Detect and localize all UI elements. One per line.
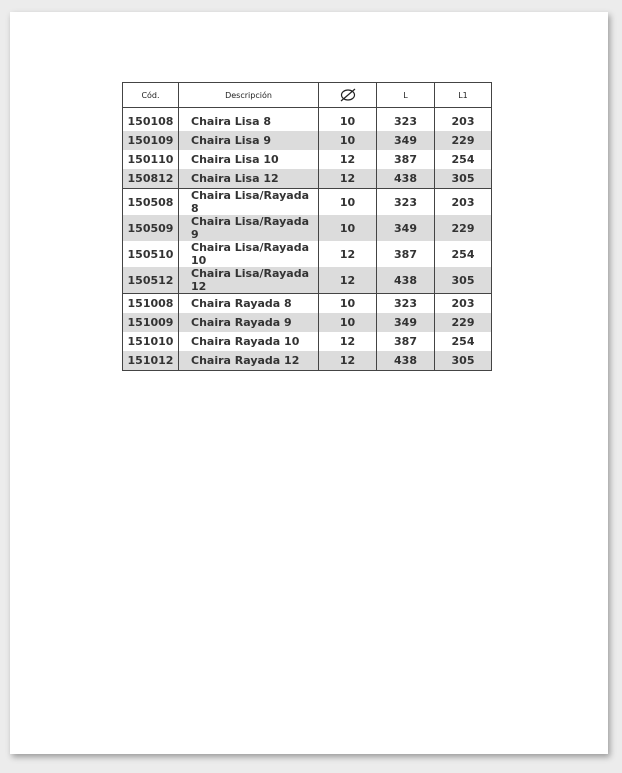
cell-code: 151008 (123, 294, 179, 314)
cell-diameter: 12 (319, 267, 377, 294)
cell-l1: 203 (435, 294, 492, 314)
cell-code: 150509 (123, 215, 179, 241)
cell-code: 150109 (123, 131, 179, 150)
table-row (123, 189, 492, 216)
header-l: L (377, 83, 435, 108)
header-l1: L1 (435, 83, 492, 108)
cell-description: Chaira Lisa/Rayada 8 (179, 189, 319, 216)
cell-code: 150812 (123, 169, 179, 189)
cell-l: 438 (377, 169, 435, 189)
table-row (123, 169, 492, 189)
cell-l1: 203 (435, 189, 492, 216)
cell-code: 151009 (123, 313, 179, 332)
table-row (123, 131, 492, 150)
cell-l1: 254 (435, 332, 492, 351)
cell-l: 387 (377, 241, 435, 267)
cell-l1: 203 (435, 112, 492, 131)
cell-l1: 229 (435, 313, 492, 332)
cell-description: Chaira Rayada 12 (179, 351, 319, 371)
table-row (123, 150, 492, 169)
cell-l: 438 (377, 351, 435, 371)
cell-description: Chaira Lisa/Rayada 12 (179, 267, 319, 294)
table-row (123, 351, 492, 371)
cell-description: Chaira Rayada 9 (179, 313, 319, 332)
cell-diameter: 12 (319, 332, 377, 351)
cell-description: Chaira Lisa 12 (179, 169, 319, 189)
table-row (123, 332, 492, 351)
product-table (122, 82, 492, 371)
header-diameter (319, 83, 377, 108)
cell-l: 323 (377, 294, 435, 314)
table-body (123, 108, 492, 371)
cell-description: Chaira Lisa 9 (179, 131, 319, 150)
cell-l: 349 (377, 215, 435, 241)
table-row (123, 294, 492, 314)
cell-l: 387 (377, 150, 435, 169)
cell-l: 323 (377, 112, 435, 131)
cell-l: 349 (377, 313, 435, 332)
document-page (10, 12, 608, 754)
cell-description: Chaira Rayada 8 (179, 294, 319, 314)
header-row (123, 83, 492, 108)
table-header (123, 83, 492, 108)
header-description: Descripción (179, 83, 319, 108)
cell-l1: 305 (435, 169, 492, 189)
cell-description: Chaira Lisa 10 (179, 150, 319, 169)
cell-code: 150508 (123, 189, 179, 216)
cell-diameter: 10 (319, 131, 377, 150)
cell-diameter: 12 (319, 241, 377, 267)
cell-l1: 229 (435, 215, 492, 241)
table-row (123, 267, 492, 294)
cell-l1: 305 (435, 351, 492, 371)
cell-code: 151010 (123, 332, 179, 351)
cell-code: 150110 (123, 150, 179, 169)
cell-l: 438 (377, 267, 435, 294)
table-row (123, 241, 492, 267)
cell-diameter: 10 (319, 313, 377, 332)
cell-l1: 229 (435, 131, 492, 150)
cell-diameter: 12 (319, 150, 377, 169)
cell-code: 150512 (123, 267, 179, 294)
header-code: Cód. (123, 83, 179, 108)
diameter-icon (339, 88, 357, 102)
cell-l1: 254 (435, 241, 492, 267)
cell-l1: 305 (435, 267, 492, 294)
cell-l: 387 (377, 332, 435, 351)
cell-l1: 254 (435, 150, 492, 169)
cell-diameter: 10 (319, 294, 377, 314)
table-row (123, 215, 492, 241)
table-row (123, 313, 492, 332)
cell-code: 150510 (123, 241, 179, 267)
cell-diameter: 10 (319, 215, 377, 241)
cell-l: 349 (377, 131, 435, 150)
table-row (123, 112, 492, 131)
cell-code: 150108 (123, 112, 179, 131)
cell-l: 323 (377, 189, 435, 216)
cell-diameter: 10 (319, 112, 377, 131)
cell-description: Chaira Lisa 8 (179, 112, 319, 131)
cell-description: Chaira Lisa/Rayada 9 (179, 215, 319, 241)
cell-description: Chaira Rayada 10 (179, 332, 319, 351)
cell-diameter: 10 (319, 189, 377, 216)
cell-code: 151012 (123, 351, 179, 371)
cell-diameter: 12 (319, 169, 377, 189)
cell-diameter: 12 (319, 351, 377, 371)
cell-description: Chaira Lisa/Rayada 10 (179, 241, 319, 267)
